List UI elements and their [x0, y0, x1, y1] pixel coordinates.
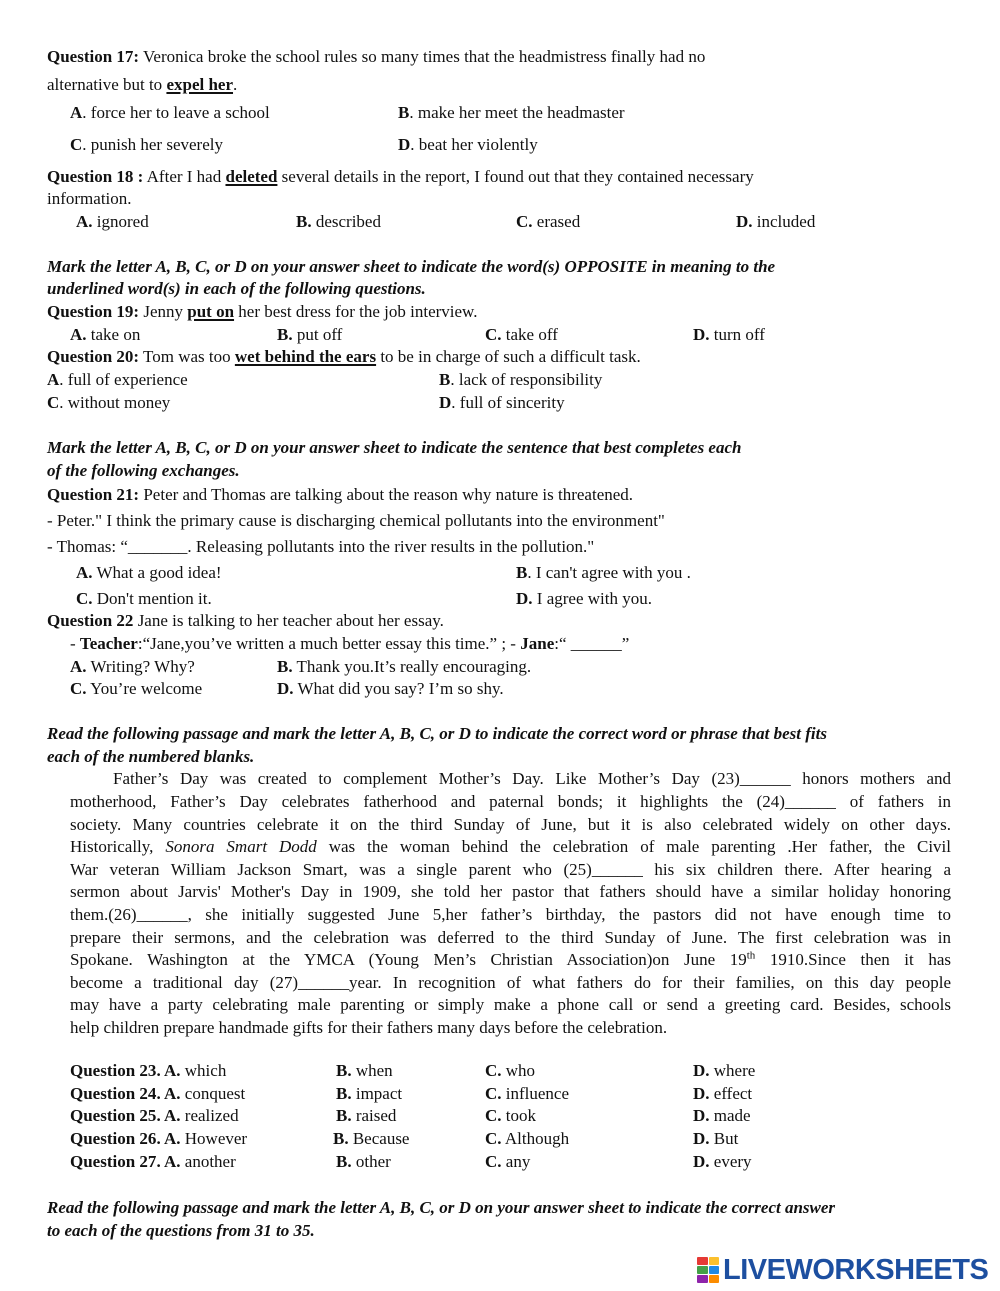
q22-option-c[interactable]: [70, 677, 202, 700]
answer-d[interactable]: [693, 1059, 755, 1082]
option-letter: A.: [164, 1084, 181, 1103]
passage-text: was the woman behind the celebration of male parenting .Her father, the Civil: [316, 837, 951, 856]
q20-option-d[interactable]: [439, 391, 565, 414]
option-letter: C.: [76, 589, 93, 608]
option-letter: D: [439, 393, 452, 412]
q19-option-d[interactable]: [693, 323, 765, 346]
option-text: . full of sincerity: [451, 393, 565, 412]
passage-line: sermon about Jarvis' Mother's Day in 1909, she told her pastor that fathers should have a similar holiday honoring: [70, 882, 951, 901]
sep: .: [156, 1061, 164, 1080]
answer-a[interactable]: another: [184, 1152, 236, 1171]
q21-thomas-line: - Thomas: “_______. Releasing pollutants into the river results in the pollution.": [47, 537, 595, 556]
option-text: take off: [501, 325, 558, 344]
option-letter: C: [70, 135, 83, 154]
q18-underlined-word: deleted: [225, 167, 278, 186]
option-letter: C.: [485, 1106, 502, 1125]
passage-line: become a traditional day (27)______year. In recognition of what fathers do for their families, on this day people: [70, 973, 951, 992]
q18-stem-line2: information.: [47, 189, 132, 208]
option-text: any: [505, 1152, 531, 1171]
option-letter: C.: [485, 1152, 502, 1171]
passage-text: Spokane. Washington at the YMCA (Young Men’s Christian Association)on June 19: [70, 950, 747, 969]
option-letter: A.: [164, 1152, 181, 1171]
answer-a[interactable]: However: [184, 1129, 248, 1148]
option-text: take on: [86, 325, 141, 344]
option-text: every: [713, 1152, 752, 1171]
passage-text: Historically,: [70, 837, 166, 856]
option-text: What did you say? I’m so shy.: [293, 679, 504, 698]
jane-line: :“ ______”: [554, 634, 630, 653]
q19-option-b[interactable]: [277, 323, 342, 346]
speaker-jane: Jane: [520, 634, 555, 653]
q17-option-d[interactable]: [398, 133, 538, 156]
instruction-exchange-line1: Mark the letter A, B, C, or D on your answer sheet to indicate the sentence that best completes each: [47, 438, 742, 457]
option-letter: C.: [70, 679, 87, 698]
answer-b[interactable]: [336, 1150, 391, 1173]
option-text: You’re welcome: [86, 679, 203, 698]
q20-label: Question 20:: [47, 347, 140, 366]
passage-line: [70, 835, 951, 858]
option-text: . punish her severely: [82, 135, 223, 154]
option-text: I agree with you.: [532, 589, 652, 608]
option-text: . lack of responsibility: [450, 370, 603, 389]
option-letter: D.: [693, 1084, 710, 1103]
q22-option-b[interactable]: [277, 655, 531, 678]
q17-text: Veronica broke the school rules so many times that the headmistress finally had no: [139, 47, 706, 66]
answer-row-label: [70, 1127, 247, 1150]
option-letter: D.: [277, 679, 294, 698]
q17-stem-line2: [47, 73, 237, 96]
answer-a[interactable]: conquest: [184, 1084, 246, 1103]
q19-text-a: Jenny: [139, 302, 188, 321]
answer-d[interactable]: [693, 1104, 751, 1127]
answer-c[interactable]: [485, 1150, 530, 1173]
option-text: ignored: [92, 212, 149, 231]
q17-text-c: .: [233, 75, 238, 94]
q21-text: Peter and Thomas are talking about the reason why nature is threatened.: [139, 485, 634, 504]
q20-text-b: to be in charge of such a difficult task.: [376, 347, 641, 366]
option-text: put off: [292, 325, 343, 344]
answer-d[interactable]: [693, 1127, 738, 1150]
q17-underlined-phrase: expel her: [166, 75, 234, 94]
passage-italic-name: Sonora Smart Dodd: [165, 837, 317, 856]
option-letter: B: [439, 370, 451, 389]
q19-underlined-phrase: put on: [187, 302, 235, 321]
option-letter: D.: [516, 589, 533, 608]
option-text: But: [713, 1129, 739, 1148]
liveworksheets-logo: [697, 1254, 988, 1286]
option-letter: C: [47, 393, 60, 412]
answer-d[interactable]: [693, 1150, 752, 1173]
option-letter: C.: [485, 325, 502, 344]
instruction-passage-line1: Read the following passage and mark the letter A, B, C, or D to indicate the correct word or phrase that best fits: [47, 724, 827, 743]
answer-a[interactable]: realized: [184, 1106, 239, 1125]
q22-option-a[interactable]: [70, 655, 195, 678]
q21-stem: [47, 483, 633, 506]
question-label: Question 25: [70, 1106, 157, 1125]
question-label: Question 23: [70, 1061, 157, 1080]
option-text: other: [355, 1152, 391, 1171]
answer-row-label: [70, 1082, 245, 1105]
option-letter: B.: [336, 1106, 352, 1125]
question-label: Question 24: [70, 1084, 157, 1103]
option-letter: B.: [336, 1061, 352, 1080]
option-letter: A.: [76, 212, 93, 231]
q17-option-a[interactable]: [70, 101, 270, 124]
option-text: Although: [504, 1129, 570, 1148]
q20-option-b[interactable]: [439, 368, 602, 391]
option-letter: C.: [485, 1129, 502, 1148]
passage-line: motherhood, Father’s Day celebrates fatherhood and paternal bonds; it highlights the (24)______ of fathers in: [70, 792, 951, 811]
option-letter: B: [516, 563, 528, 582]
option-text: turn off: [709, 325, 765, 344]
option-letter: A: [70, 103, 83, 122]
q19-stem: [47, 300, 477, 323]
teacher-line: :“Jane,you’ve written a much better essay this time.” ; -: [137, 634, 521, 653]
sep: .: [156, 1084, 164, 1103]
answer-b[interactable]: [336, 1082, 402, 1105]
q21-label: Question 21:: [47, 485, 140, 504]
q22-label: Question 22: [47, 611, 134, 630]
answer-c[interactable]: [485, 1104, 536, 1127]
option-letter: B.: [333, 1129, 349, 1148]
answer-c[interactable]: [485, 1082, 569, 1105]
passage-line: War veteran William Jackson Smart, was a single parent who (25)______ his six children there. After hearing a: [70, 860, 951, 879]
q18-stem-line1: [47, 165, 754, 188]
instruction-passage-line2: each of the numbered blanks.: [47, 747, 255, 766]
speaker-teacher: Teacher: [79, 634, 138, 653]
sep: .: [156, 1106, 164, 1125]
passage-line: Father’s Day was created to complement Mother’s Day. Like Mother’s Day (23)______ honors mothers and: [113, 769, 951, 788]
q22-dialogue: [70, 632, 629, 655]
option-letter: C.: [485, 1061, 502, 1080]
option-text: took: [505, 1106, 537, 1125]
instruction-opposite-line1: Mark the letter A, B, C, or D on your answer sheet to indicate the word(s) OPPOSITE in meaning to the: [47, 257, 776, 276]
q20-underlined-phrase: wet behind the ears: [234, 347, 377, 366]
instruction-opposite-line2: underlined word(s) in each of the following questions.: [47, 279, 426, 298]
question-label: Question 26: [70, 1129, 157, 1148]
option-letter: D.: [693, 1129, 710, 1148]
answer-row-label: [70, 1150, 236, 1173]
option-letter: D.: [693, 1061, 710, 1080]
q17-stem-line1: [47, 45, 705, 68]
option-letter: B.: [296, 212, 312, 231]
option-text: included: [752, 212, 816, 231]
option-text: impact: [355, 1084, 403, 1103]
passage-line: help children prepare handmade gifts for their fathers many days before the celebration.: [70, 1018, 668, 1037]
sep: .: [156, 1152, 164, 1171]
option-letter: D.: [693, 325, 710, 344]
option-letter: B.: [277, 325, 293, 344]
option-letter: C.: [516, 212, 533, 231]
q22-option-d[interactable]: [277, 677, 504, 700]
instruction-reading-line2: to each of the questions from 31 to 35.: [47, 1221, 315, 1240]
q18-option-c[interactable]: [516, 210, 580, 233]
q18-option-d[interactable]: [736, 210, 815, 233]
option-text: . beat her violently: [410, 135, 538, 154]
q21-option-a[interactable]: [76, 561, 222, 584]
option-letter: D.: [693, 1106, 710, 1125]
option-text: . full of experience: [59, 370, 188, 389]
option-letter: B.: [336, 1152, 352, 1171]
answer-row-label: [70, 1104, 239, 1127]
q19-option-a[interactable]: [70, 323, 140, 346]
option-letter: B.: [336, 1084, 352, 1103]
q19-text-b: her best dress for the job interview.: [234, 302, 478, 321]
passage-text: 1910.Since then it has: [755, 950, 951, 969]
dash: -: [70, 634, 80, 653]
option-letter: A.: [76, 563, 93, 582]
q20-text-a: Tom was too: [139, 347, 235, 366]
option-text: Because: [352, 1129, 410, 1148]
option-letter: B: [398, 103, 410, 122]
q21-option-d[interactable]: [516, 587, 652, 610]
option-letter: A.: [70, 325, 87, 344]
question-label: Question 27: [70, 1152, 157, 1171]
q18-label: Question 18 :: [47, 167, 144, 186]
q21-option-b[interactable]: [516, 561, 691, 584]
option-text: Don't mention it.: [92, 589, 212, 608]
q20-stem: [47, 345, 641, 368]
sep: .: [156, 1129, 164, 1148]
instruction-reading-line1: Read the following passage and mark the letter A, B, C, or D on your answer sheet to indicate the correct answer: [47, 1198, 836, 1217]
option-letter: A.: [70, 657, 87, 676]
option-letter: B.: [277, 657, 293, 676]
option-text: . without money: [59, 393, 171, 412]
q18-text-a: After I had: [143, 167, 226, 186]
liveworksheets-brand-text: LIVEWORKSHEETS: [723, 1254, 989, 1286]
q19-option-c[interactable]: [485, 323, 558, 346]
q21-peter-line: - Peter." I think the primary cause is discharging chemical pollutants into the environment": [47, 511, 665, 530]
option-letter: D.: [736, 212, 753, 231]
option-text: where: [713, 1061, 756, 1080]
option-text: made: [713, 1106, 751, 1125]
option-text: when: [355, 1061, 393, 1080]
q18-text-b: several details in the report, I found out that they contained necessary: [277, 167, 754, 186]
instruction-exchange-line2: of the following exchanges.: [47, 461, 240, 480]
option-letter: A.: [164, 1061, 181, 1080]
option-text: . I can't agree with you .: [527, 563, 691, 582]
liveworksheets-mark-icon: [697, 1257, 719, 1283]
passage-line: society. Many countries celebrate it on the third Sunday of June, but it is also celebrated widely on other days.: [70, 815, 951, 834]
option-text: Thank you.It’s really encouraging.: [292, 657, 532, 676]
q20-option-a[interactable]: [47, 368, 188, 391]
q21-option-c[interactable]: [76, 587, 212, 610]
q18-option-a[interactable]: [76, 210, 149, 233]
option-letter: C.: [485, 1084, 502, 1103]
answer-b[interactable]: [333, 1127, 409, 1150]
answer-b[interactable]: [336, 1059, 393, 1082]
answer-a[interactable]: which: [184, 1061, 227, 1080]
passage-line: may have a party celebrating male parenting or simply make a phone call or send a greeting card. Besides, schools: [70, 995, 951, 1014]
option-letter: A.: [164, 1106, 181, 1125]
q17-text-b: alternative but to: [47, 75, 167, 94]
answer-row-label: [70, 1059, 226, 1082]
passage-line: prepare their sermons, and the celebration was deferred to the third Sunday of June. The first celebration was in: [70, 928, 951, 947]
q22-text: Jane is talking to her teacher about her essay.: [133, 611, 444, 630]
passage-line: [70, 948, 951, 971]
option-letter: A.: [164, 1129, 181, 1148]
option-letter: A: [47, 370, 60, 389]
passage-line: them.(26)______, she initially suggested June 5,her father’s birthday, the pastors did not have enough time to: [70, 905, 951, 924]
option-text: What a good idea!: [92, 563, 222, 582]
option-text: raised: [355, 1106, 397, 1125]
option-text: . make her meet the headmaster: [409, 103, 625, 122]
option-text: erased: [532, 212, 581, 231]
option-text: influence: [505, 1084, 570, 1103]
option-letter: D.: [693, 1152, 710, 1171]
option-text: effect: [713, 1084, 753, 1103]
q17-label: Question 17:: [47, 47, 140, 66]
q19-label: Question 19:: [47, 302, 140, 321]
answer-c[interactable]: [485, 1127, 569, 1150]
option-letter: D: [398, 135, 411, 154]
option-text: who: [505, 1061, 536, 1080]
q20-option-c[interactable]: [47, 391, 170, 414]
q17-option-b[interactable]: [398, 101, 625, 124]
answer-d[interactable]: [693, 1082, 752, 1105]
q18-option-b[interactable]: [296, 210, 381, 233]
option-text: Writing? Why?: [86, 657, 195, 676]
superscript: th: [746, 949, 756, 962]
q22-stem: [47, 609, 444, 632]
q17-option-c[interactable]: [70, 133, 223, 156]
option-text: . force her to leave a school: [82, 103, 270, 122]
answer-b[interactable]: [336, 1104, 396, 1127]
answer-c[interactable]: [485, 1059, 535, 1082]
option-text: described: [311, 212, 381, 231]
